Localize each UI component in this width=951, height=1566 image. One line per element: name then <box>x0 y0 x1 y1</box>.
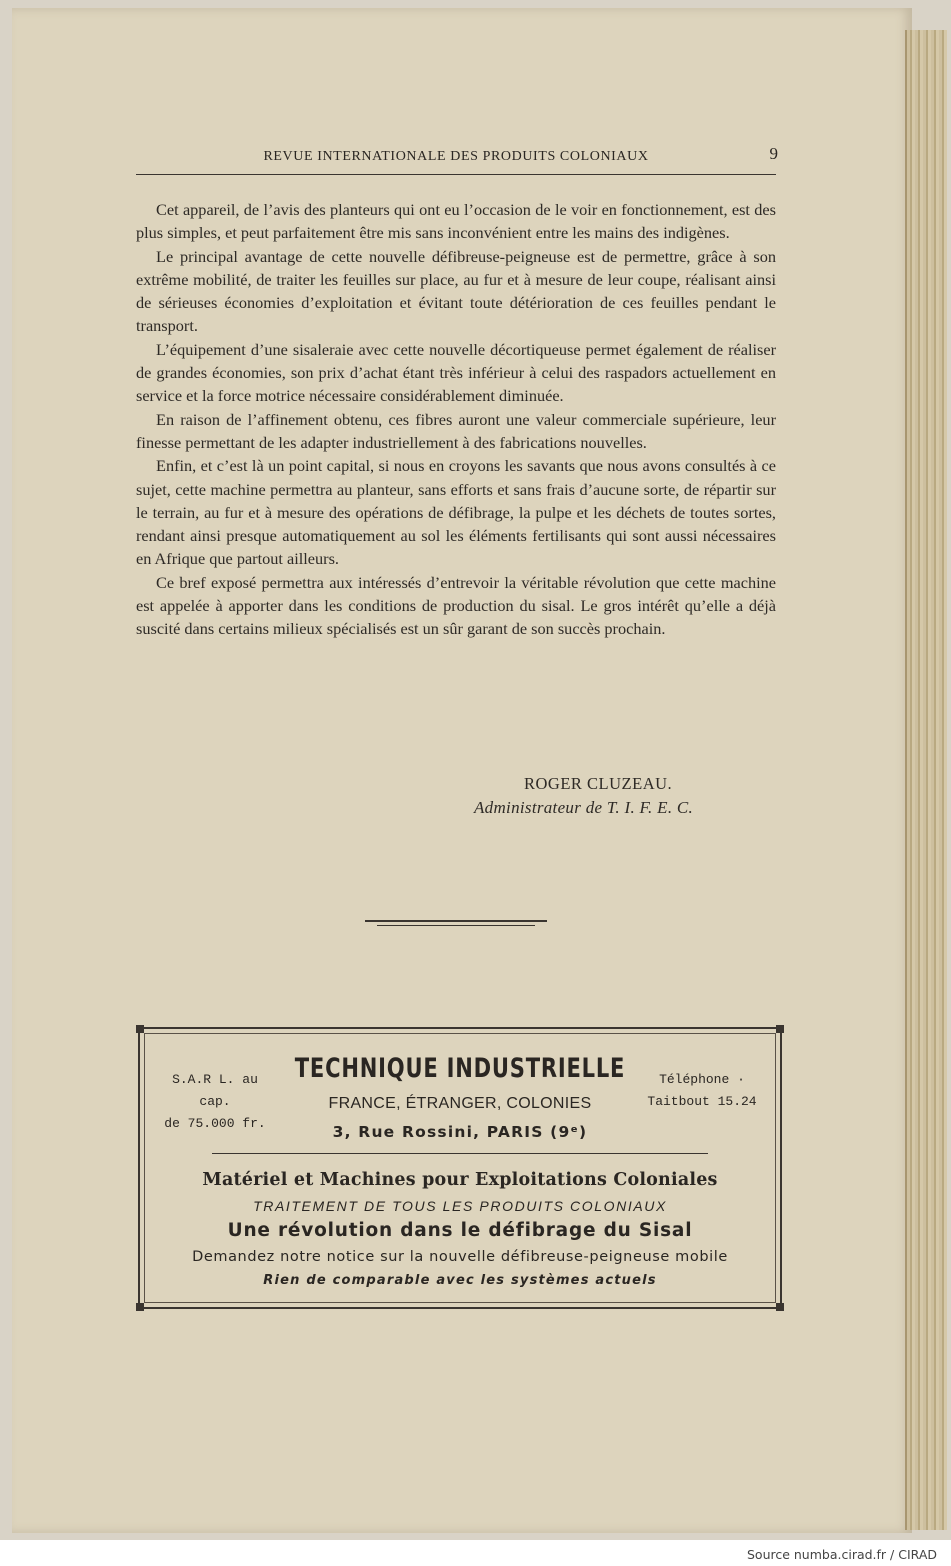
company-name: TECHNIQUE INDUSTRIELLE <box>294 1053 626 1084</box>
paragraph: En raison de l’affinement obtenu, ces fibres auront une valeur commerciale supérieure, leur finesse permettant de les adapter industriellement à des fabrications nouvelles. <box>136 409 776 452</box>
ad-divider <box>212 1153 708 1154</box>
paragraph: L’équipement d’une sisaleraie avec cette nouvelle décortiqueuse permet également de réaliser de grandes économies, son prix d’achat étant très inférieur à celui des raspadors actuellement en service et la force motrice nécessaire considérablement diminuée. <box>136 339 776 406</box>
author-title: Administrateur de T. I. F. E. C. <box>474 798 694 817</box>
corner-ornament <box>776 1025 784 1033</box>
page-number: 9 <box>769 144 778 163</box>
phone-label: Téléphone · <box>659 1072 745 1087</box>
divider-line <box>365 920 547 922</box>
ad-treatment-line: TRAITEMENT DE TOUS LES PRODUITS COLONIAUX <box>253 1198 667 1214</box>
paragraph: Le principal avantage de cette nouvelle défibreuse-peigneuse est de permettre, grâce à son extrême mobilité, de traiter les feuilles sur place, au fur et à mesure de leur coupe, réalisant ainsi de sérieuses économies d’exploitation et évitant toute détérioration de ces feuilles pendant le transport. <box>136 246 776 336</box>
source-credit: Source numba.cirad.fr / CIRAD <box>746 1547 937 1562</box>
corner-ornament <box>136 1303 144 1311</box>
running-title: REVUE INTERNATIONALE DES PRODUITS COLONIAUX <box>263 149 649 164</box>
section-divider-ornament <box>365 918 547 928</box>
company-address: 3, Rue Rossini, PARIS (9ᵉ) <box>332 1123 588 1141</box>
page-edge-stack <box>905 30 947 1530</box>
capital-line: S.A.R L. au cap. <box>172 1072 258 1109</box>
ad-products-line: Matériel et Machines pour Exploitations Coloniales <box>202 1170 718 1190</box>
company-territory: FRANCE, ÉTRANGER, COLONIES <box>328 1095 592 1112</box>
phone-number: Taitbout 15.24 <box>647 1094 757 1109</box>
capital-line: de 75.000 fr. <box>164 1116 266 1131</box>
paragraph: Ce bref exposé permettra aux intéressés d’entrevoir la véritable révolution que cette machine est appelée à apporter dans les conditions de production du sisal. Le gros intérêt qu’elle a déjà suscité dans certains milieux spécialisés est un sûr garant de son succès prochain. <box>136 572 776 639</box>
corner-ornament <box>776 1303 784 1311</box>
corner-ornament <box>136 1025 144 1033</box>
divider-line <box>377 925 535 926</box>
ad-tagline: Rien de comparable avec les systèmes actuels <box>263 1273 657 1288</box>
running-header <box>136 146 776 175</box>
advertisement-box <box>138 1027 782 1309</box>
ad-notice-line: Demandez notre notice sur la nouvelle défibreuse-peigneuse mobile <box>192 1249 728 1265</box>
author-name: ROGER CLUZEAU. <box>524 774 673 793</box>
paragraph: Cet appareil, de l’avis des planteurs qui ont eu l’occasion de le voir en fonctionnement, est des plus simples, et peut parfaitement être mis sans inconvénient entre les mains des indigènes. <box>136 200 776 243</box>
paragraph: Enfin, et c’est là un point capital, si nous en croyons les savants que nous avons consultés à ce sujet, cette machine permettra au planteur, sans efforts et sans frais d’aucune sorte, de répartir sur le terrain, au fur et à mesure des opérations de défibrage, la pulpe et les déchets de toutes sortes, rendant ainsi presque automatiquement au sol les éléments fertilisants qui sont aussi nécessaires en Afrique que partout ailleurs. <box>136 456 776 569</box>
ad-headline: Une révolution dans le défibrage du Sisal <box>227 1220 693 1241</box>
signature-block <box>460 774 760 818</box>
article-body <box>136 198 776 641</box>
